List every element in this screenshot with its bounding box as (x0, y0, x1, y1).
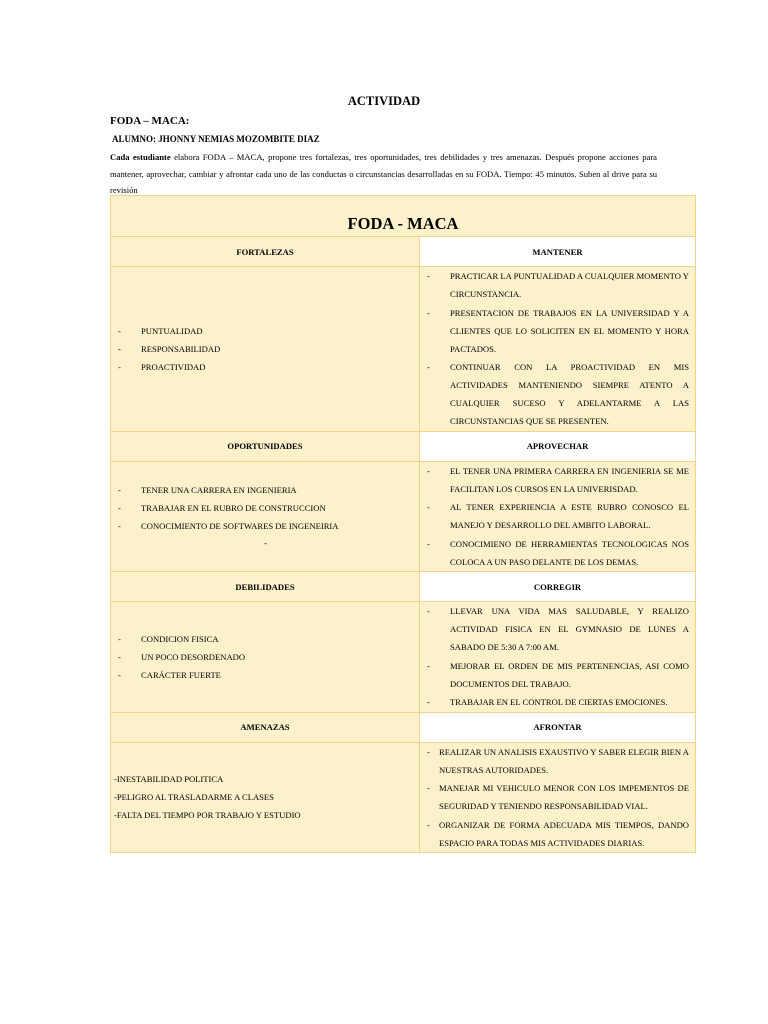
heading-amenazas: AMENAZAS (111, 712, 420, 742)
trailing-dash: - (264, 538, 267, 549)
list-item: - MANEJAR MI VEHICULO MENOR CON LOS IMPEMENTOS DE SEGURIDAD Y TENIENDO RESPONSABILIDAD VIAL. (426, 779, 689, 815)
list-item: - CONOCIMIENTO DE SOFTWARES DE INGENEIRIA (116, 517, 415, 535)
heading-afrontar: AFRONTAR (420, 712, 696, 742)
heading-mantener: MANTENER (420, 237, 696, 267)
student-name: ALUMNO: JHONNY NEMIAS MOZOMBITE DIAZ (112, 134, 320, 144)
list-item: - CONOCIMIENO DE HERRAMIENTAS TECNOLOGICAS NOS COLOCA A UN PASO DELANTE DE LOS DEMAS. (426, 535, 689, 571)
list-item: -PELIGRO AL TRASLADARME A CLASES (114, 792, 274, 803)
list-item: - PRESENTACION DE TRABAJOS EN LA UNIVERSIDAD Y A CLIENTES QUE LO SOLICITEN EN EL MOMENTO Y HORA PACTADOS. (426, 304, 689, 358)
list-item: - REALIZAR UN ANALISIS EXAUSTIVO Y SABER ELEGIR BIEN A NUESTRAS AUTORIDADES. (426, 743, 689, 779)
document-subtitle: FODA – MACA: (110, 115, 190, 127)
list-item: -INESTABILIDAD POLITICA (114, 774, 224, 785)
amenazas-list (114, 770, 415, 824)
fortalezas-list (116, 322, 415, 376)
heading-aprovechar: APROVECHAR (420, 431, 696, 461)
list-item: - AL TENER EXPERIENCIA A ESTE RUBRO CONOSCO EL MANEJO Y DESARROLLO DEL AMBITO LABORAL. (426, 498, 689, 534)
list-item: - TENER UNA CARRERA EN INGENIERIA (116, 481, 415, 499)
instructions-body: elabora FODA – MACA, propone tres fortalezas, tres oportunidades, tres debilidades y tres amenazas. Después propone acciones para mantener, aprovechar, cambiar y afrontar cada uno de las conductas o circunstancias desarrolladas en su FODA. Tiempo: 45 minutos. Suben al drive para su revisión (110, 152, 657, 195)
aprovechar-list (426, 462, 689, 571)
table-title: FODA - MACA (111, 196, 696, 237)
list-item: - ORGANIZAR DE FORMA ADECUADA MIS TIEMPOS, DANDO ESPACIO PARA TODAS MIS ACTIVIDADES DIARIAS. (426, 816, 689, 852)
amenazas-cell (111, 742, 420, 853)
instructions-lead: Cada estudiante (110, 152, 171, 162)
list-item: - TRABAJAR EN EL RUBRO DE CONSTRUCCION (116, 499, 415, 517)
heading-corregir: CORREGIR (420, 572, 696, 602)
list-item: - UN POCO DESORDENADO (116, 648, 415, 666)
list-item: - PRACTICAR LA PUNTUALIDAD A CUALQUIER MOMENTO Y CIRCUNSTANCIA. (426, 267, 689, 303)
corregir-cell (420, 602, 696, 713)
list-item: - EL TENER UNA PRIMERA CARRERA EN INGENIERIA SE ME FACILITAN LOS CURSOS EN LA UNIVERISDAD. (426, 462, 689, 498)
oportunidades-cell (111, 461, 420, 572)
fortalezas-cell (111, 267, 420, 432)
afrontar-cell (420, 742, 696, 853)
list-item: - PUNTUALIDAD (116, 322, 415, 340)
mantener-cell (420, 267, 696, 432)
list-item: - MEJORAR EL ORDEN DE MIS PERTENENCIAS, ASI COMO DOCUMENTOS DEL TRABAJO. (426, 657, 689, 693)
heading-debilidades: DEBILIDADES (111, 572, 420, 602)
list-item: - CARÁCTER FUERTE (116, 666, 415, 684)
instructions-paragraph (110, 149, 657, 199)
list-item: - LLEVAR UNA VIDA MAS SALUDABLE, Y REALIZO ACTIVIDAD FISICA EN EL GYMNASIO DE LUNES A SABADO DE 5:30 A 7:00 AM. (426, 602, 689, 656)
oportunidades-list (116, 481, 415, 535)
foda-maca-table (110, 195, 696, 853)
heading-fortalezas: FORTALEZAS (111, 237, 420, 267)
list-item: -FALTA DEL TIEMPO POR TRABAJO Y ESTUDIO (114, 810, 301, 821)
list-item: - TRABAJAR EN EL CONTROL DE CIERTAS EMOCIONES. (426, 693, 689, 711)
corregir-list (426, 602, 689, 711)
list-item: - CONDICION FISICA (116, 630, 415, 648)
page-title: ACTIVIDAD (347, 94, 421, 108)
mantener-list (426, 267, 689, 430)
debilidades-list (116, 630, 415, 684)
afrontar-list (426, 743, 689, 852)
list-item: - PROACTIVIDAD (116, 358, 415, 376)
list-item: - RESPONSABILIDAD (116, 340, 415, 358)
list-item: - CONTINUAR CON LA PROACTIVIDAD EN MIS ACTIVIDADES MANTENIENDO SIEMPRE ATENTO A CUALQUIER SUCESO Y ADELANTARME A LAS CIRCUNSTANCIAS QUE SE PRESENTEN. (426, 358, 689, 430)
debilidades-cell (111, 602, 420, 713)
aprovechar-cell (420, 461, 696, 572)
heading-oportunidades: OPORTUNIDADES (111, 431, 420, 461)
